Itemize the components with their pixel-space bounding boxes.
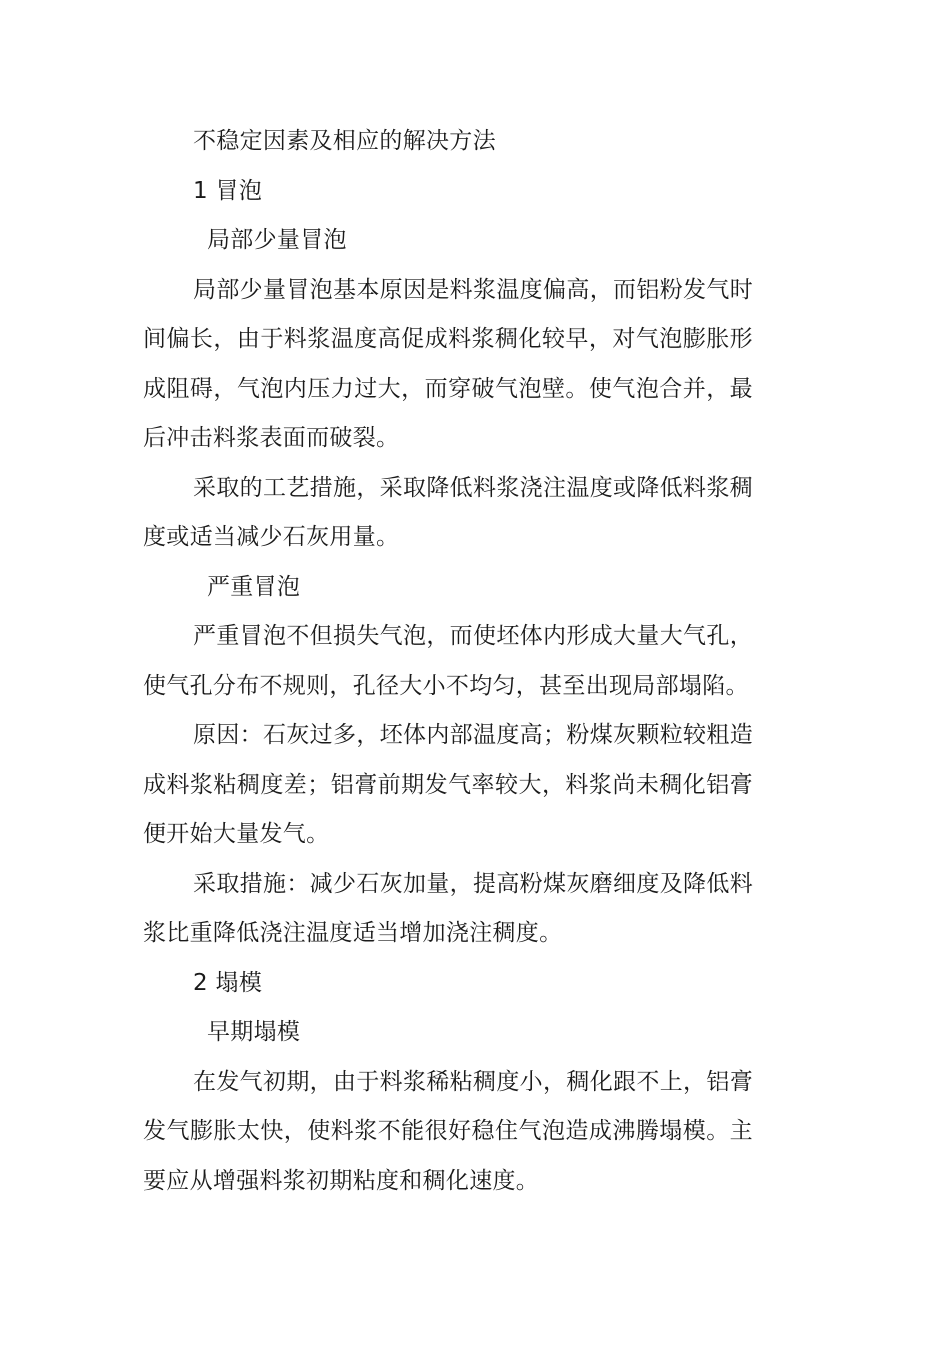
section-1-sub-2-heading: 严重冒泡 [207, 573, 301, 600]
section-2-heading: 2 塌模 [193, 969, 263, 996]
paragraph: 采取措施：减少石灰加量，提高粉煤灰磨细度及降低料浆比重降低浇注温度适当增加浇注稠度。 [143, 870, 753, 946]
section-1-sub-1-heading: 局部少量冒泡 [207, 227, 347, 253]
paragraph: 严重冒泡不但损失气泡，而使坯体内形成大量大气孔，使气孔分布不规则，孔径大小不均匀，甚至出现局部塌陷。 [143, 623, 753, 699]
paragraph: 在发气初期，由于料浆稀粘稠度小，稠化跟不上，铝膏发气膨胀太快，使料浆不能很好稳住气泡造成沸腾塌模。主要应从增强料浆初期粘度和稠化速度。 [143, 1068, 753, 1194]
paragraph: 原因：石灰过多，坯体内部温度高；粉煤灰颗粒较粗造成料浆粘稠度差；铝膏前期发气率较大，料浆尚未稠化铝膏便开始大量发气。 [143, 722, 753, 847]
section-2-sub-1-heading: 早期塌模 [207, 1019, 301, 1045]
section-1-heading: 1 冒泡 [193, 177, 263, 204]
paragraph: 局部少量冒泡基本原因是料浆温度偏高，而铝粉发气时间偏长，由于料浆温度高促成料浆稠化较早，对气泡膨胀形成阻碍，气泡内压力过大，而穿破气泡壁。使气泡合并，最后冲击料浆表面而破裂。 [143, 276, 753, 451]
paragraph: 采取的工艺措施，采取降低料浆浇注温度或降低料浆稠度或适当减少石灰用量。 [143, 474, 753, 550]
document-title: 不稳定因素及相应的解决方法 [193, 128, 496, 154]
document-body [143, 117, 753, 1206]
